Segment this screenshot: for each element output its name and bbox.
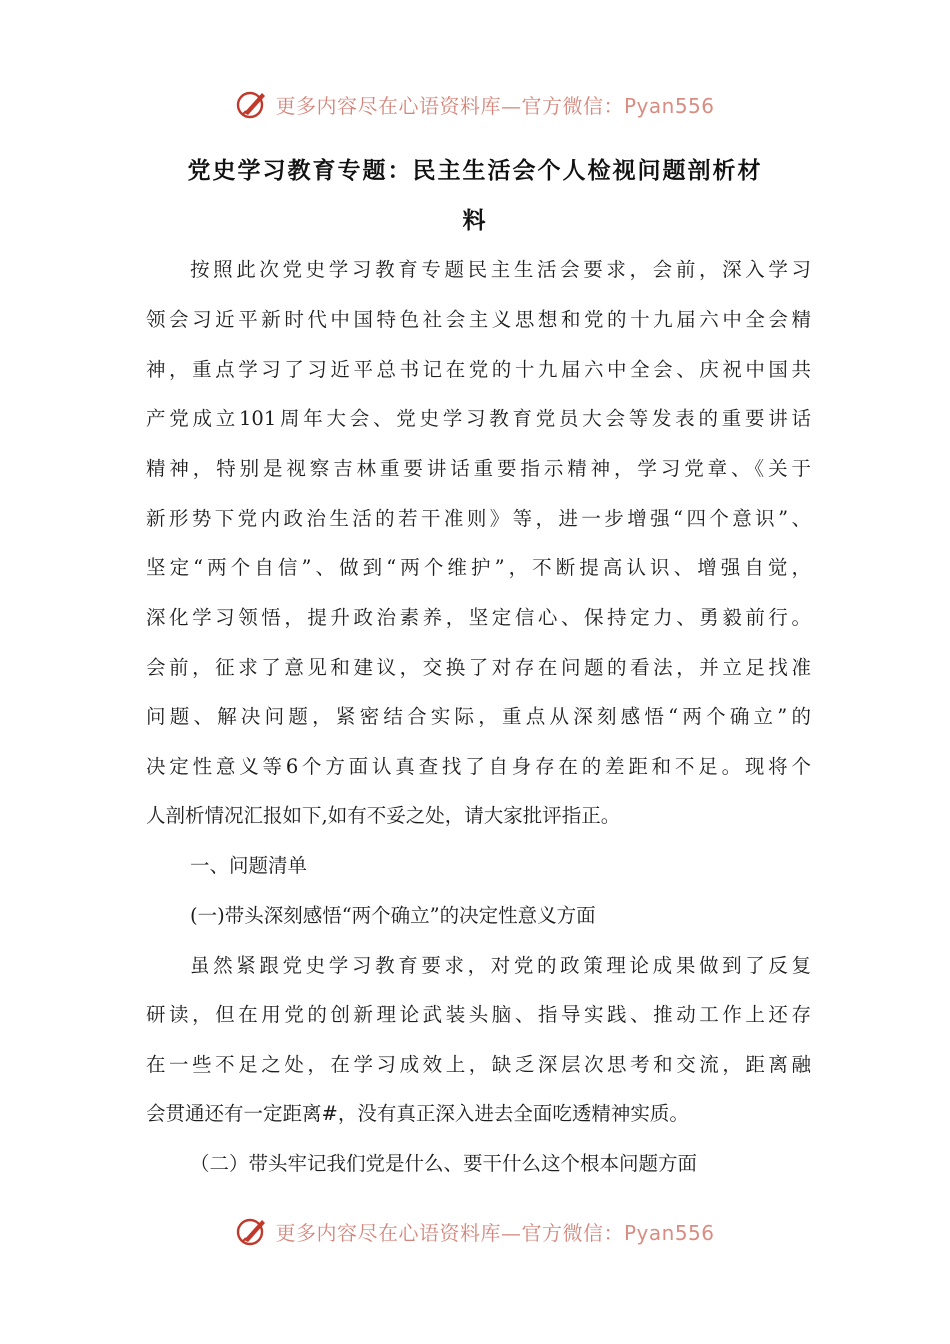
paragraph-line: 会前，征求了意见和建议，交换了对存在问题的看法，并立足找准 bbox=[146, 656, 811, 679]
paragraph-line: 坚定“两个自信”、做到“两个维护”，不断提高认识、增强自觉， bbox=[146, 556, 811, 579]
subsection-heading: （二）带头牢记我们党是什么、要干什么这个根本问题方面 bbox=[190, 1152, 698, 1175]
paragraph-line: 按照此次党史学习教育专题民主生活会要求，会前，深入学习 bbox=[190, 258, 811, 281]
paragraph-line: 深化学习领悟，提升政治素养，坚定信心、保持定力、勇毅前行。 bbox=[146, 606, 811, 629]
watermark-header bbox=[0, 84, 950, 124]
watermark-text: 更多内容尽在心语资料库—官方微信：Pyan556 bbox=[275, 1220, 715, 1245]
paragraph-line: 研读，但在用党的创新理论武装头脑、指导实践、推动工作上还存 bbox=[146, 1003, 811, 1026]
watermark-text: 更多内容尽在心语资料库—官方微信：Pyan556 bbox=[275, 93, 715, 118]
paragraph-line: 领会习近平新时代中国特色社会主义思想和党的十九届六中全会精 bbox=[146, 308, 811, 331]
paragraph-line: 产党成立101周年大会、党史学习教育党员大会等发表的重要讲话 bbox=[146, 407, 811, 430]
watermark-footer bbox=[0, 1211, 950, 1251]
subsection-heading: (一)带头深刻感悟“两个确立”的决定性意义方面 bbox=[190, 904, 596, 927]
paragraph-line: 神，重点学习了习近平总书记在党的十九届六中全会、庆祝中国共 bbox=[146, 358, 811, 381]
paragraph-line: 在一些不足之处，在学习成效上，缺乏深层次思考和交流，距离融 bbox=[146, 1053, 811, 1076]
paragraph-line: 决定性意义等6个方面认真查找了自身存在的差距和不足。现将个 bbox=[146, 755, 811, 778]
paragraph-line: 会贯通还有一定距离#，没有真正深入进去全面吃透精神实质。 bbox=[146, 1102, 689, 1125]
quill-circle-icon bbox=[235, 87, 269, 121]
paragraph-line: 虽然紧跟党史学习教育要求，对党的政策理论成果做到了反复 bbox=[190, 954, 811, 977]
paragraph-line: 问题、解决问题，紧密结合实际，重点从深刻感悟“两个确立”的 bbox=[146, 705, 811, 728]
document-title-line-1: 党史学习教育专题：民主生活会个人检视问题剖析材 bbox=[187, 158, 763, 184]
section-heading: 一、问题清单 bbox=[190, 854, 308, 877]
document-title-line-2: 料 bbox=[462, 208, 488, 234]
paragraph-line: 新形势下党内政治生活的若干准则》等，进一步增强“四个意识”、 bbox=[146, 507, 811, 530]
paragraph-line: 人剖析情况汇报如下,如有不妥之处，请大家批评指正。 bbox=[146, 804, 621, 827]
quill-circle-icon bbox=[235, 1214, 269, 1248]
paragraph-line: 精神，特别是视察吉林重要讲话重要指示精神，学习党章、《关于 bbox=[146, 457, 811, 480]
